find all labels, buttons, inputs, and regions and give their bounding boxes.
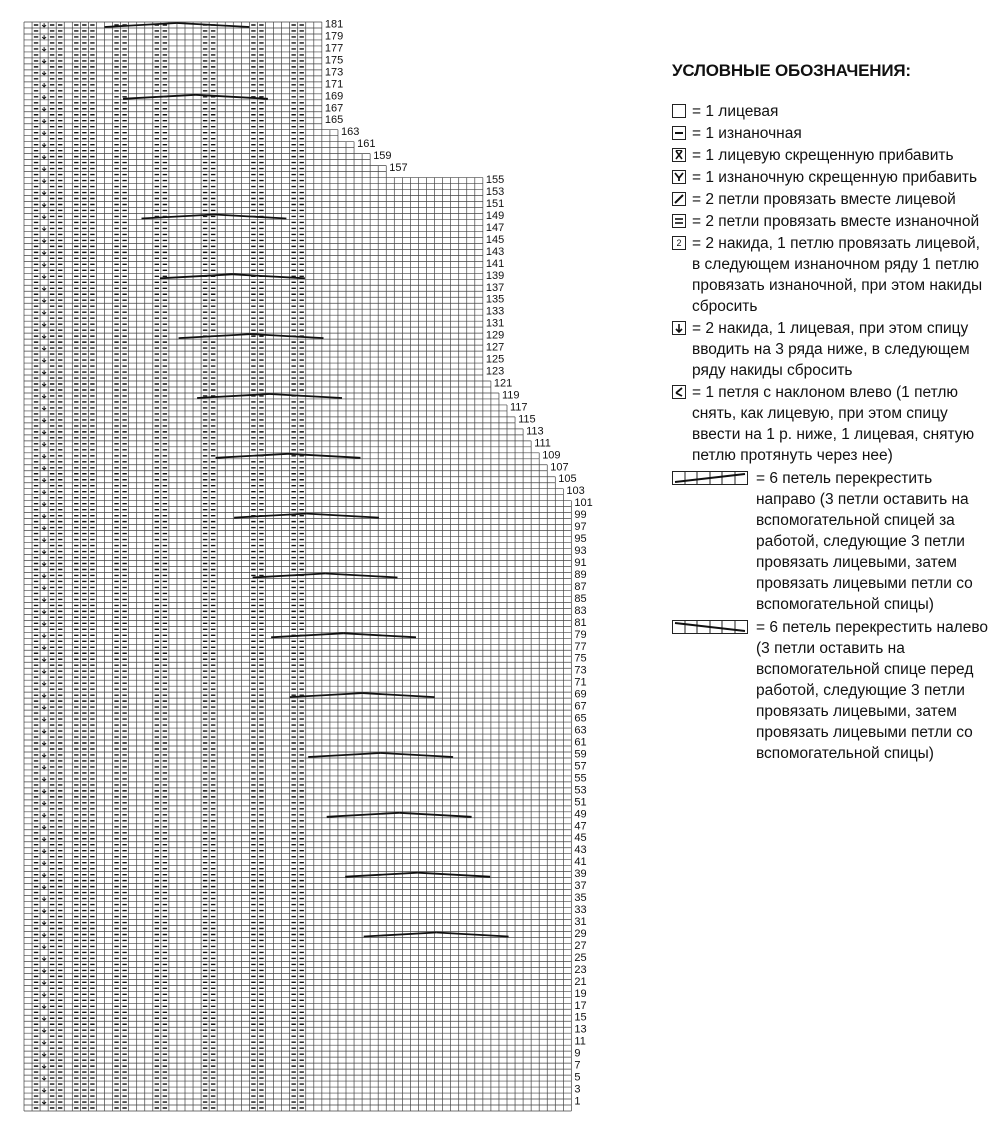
row-number: 173 bbox=[324, 66, 344, 79]
row-number: 93 bbox=[574, 545, 587, 557]
double-yo-icon: 2 bbox=[672, 236, 686, 250]
legend-text: = 1 лицевую скрещенную прибавить bbox=[692, 147, 954, 164]
row-number: 71 bbox=[574, 676, 587, 689]
row-number: 175 bbox=[324, 54, 344, 67]
row-number: 89 bbox=[574, 569, 587, 581]
row-number: 99 bbox=[574, 509, 587, 522]
cable-line bbox=[177, 23, 250, 27]
row-number: 85 bbox=[574, 592, 587, 605]
row-number: 111 bbox=[534, 437, 551, 450]
row-number: 133 bbox=[485, 305, 505, 318]
k2tog-icon bbox=[672, 192, 686, 206]
legend-title: УСЛОВНЫЕ ОБОЗНАЧЕНИЯ: bbox=[672, 61, 911, 80]
legend-item-k2tog bbox=[672, 189, 990, 210]
legend-text: = 1 изнаночная bbox=[692, 125, 802, 142]
cable-line bbox=[364, 933, 437, 937]
legend-text: = 1 лицевая bbox=[692, 103, 779, 120]
row-number: 7 bbox=[574, 1059, 581, 1072]
legend-item-double-yo bbox=[672, 233, 990, 317]
cable-line bbox=[271, 633, 344, 637]
row-number: 121 bbox=[493, 377, 513, 390]
row-number: 33 bbox=[574, 904, 587, 916]
row-number: 39 bbox=[574, 868, 587, 881]
cable-line bbox=[307, 514, 379, 518]
row-number: 29 bbox=[574, 928, 587, 940]
p2tog-icon bbox=[672, 214, 686, 228]
row-number: 47 bbox=[574, 820, 587, 833]
cable-line bbox=[325, 574, 397, 578]
row-number: 87 bbox=[574, 580, 587, 593]
cable-line bbox=[308, 753, 380, 757]
row-number: 167 bbox=[324, 102, 344, 115]
row-number: 113 bbox=[526, 425, 544, 438]
drop-down-icon bbox=[672, 321, 686, 335]
row-number: 5 bbox=[574, 1071, 581, 1084]
row-number: 27 bbox=[574, 939, 587, 952]
cable-line bbox=[362, 693, 435, 697]
row-number: 123 bbox=[485, 365, 505, 378]
row-number: 17 bbox=[574, 999, 587, 1012]
legend-text: = 6 петель перекрестить налево (3 петли оставить на вспомогательной спице перед работой, следующие 3 петли провязать лицевыми, затем провязать лицевыми петли со вспомогательной спицы) bbox=[756, 619, 989, 762]
twisted-purl-increase-icon bbox=[672, 170, 686, 184]
row-number: 107 bbox=[550, 461, 569, 474]
cable-line bbox=[160, 274, 233, 278]
row-number: 75 bbox=[574, 652, 587, 665]
cable-line bbox=[381, 753, 454, 757]
cable-line bbox=[216, 454, 288, 458]
row-number: 21 bbox=[574, 975, 587, 988]
cable-left-icon bbox=[672, 620, 748, 634]
row-number: 177 bbox=[324, 42, 344, 55]
row-number: 61 bbox=[574, 736, 587, 749]
row-number: 9 bbox=[574, 1047, 581, 1060]
row-number: 155 bbox=[485, 174, 505, 187]
row-number: 79 bbox=[574, 628, 587, 641]
cable-line bbox=[288, 454, 361, 458]
drop-stitch-marks bbox=[42, 23, 46, 1104]
row-number: 43 bbox=[574, 844, 587, 857]
cable-line bbox=[345, 873, 417, 877]
row-number: 63 bbox=[574, 724, 587, 737]
cable-line bbox=[399, 813, 472, 817]
row-number: 97 bbox=[574, 521, 587, 534]
row-number: 25 bbox=[574, 951, 587, 964]
cable-line bbox=[179, 334, 251, 338]
row-number: 15 bbox=[574, 1011, 587, 1024]
row-number: 163 bbox=[341, 126, 360, 139]
legend-text: = 2 петли провязать вместе лицевой bbox=[692, 191, 956, 208]
left-slant-icon bbox=[672, 385, 686, 399]
row-number: 141 bbox=[485, 257, 505, 270]
legend-text: = 6 петель перекрестить направо (3 петли оставить на вспомогательной спицей за работой, следующие 3 петли провязать лицевыми, затем провязать лицевыми петли со вспомогательной спицы) bbox=[756, 470, 973, 613]
legend-text: = 2 накида, 1 петлю провязать лицевой, в следующем изнаночном ряду 1 петлю провязать изнаночной, при этом накиды сбросить bbox=[692, 235, 983, 315]
row-number: 165 bbox=[324, 114, 344, 127]
purl-icon bbox=[672, 126, 686, 140]
legend-item-p2tog bbox=[672, 211, 990, 232]
row-number: 83 bbox=[574, 604, 587, 617]
row-number: 149 bbox=[485, 210, 505, 222]
row-number: 23 bbox=[574, 963, 587, 976]
legend-item-drop-down bbox=[672, 318, 990, 381]
row-number: 109 bbox=[542, 449, 561, 462]
legend-item-twisted-purl-increase bbox=[672, 167, 990, 188]
row-number: 81 bbox=[574, 616, 587, 629]
row-number: 119 bbox=[502, 389, 520, 402]
row-number: 135 bbox=[485, 293, 505, 306]
legend bbox=[672, 60, 990, 765]
row-number: 77 bbox=[574, 640, 587, 653]
row-number: 73 bbox=[574, 664, 587, 677]
row-number: 103 bbox=[566, 485, 585, 498]
row-number: 49 bbox=[574, 808, 587, 821]
row-number: 67 bbox=[574, 700, 587, 713]
legend-item-cable-left bbox=[672, 617, 990, 764]
twisted-knit-increase-icon bbox=[672, 148, 686, 162]
row-number: 159 bbox=[373, 150, 392, 163]
row-number: 125 bbox=[485, 353, 505, 366]
legend-text: = 1 изнаночную скрещенную прибавить bbox=[692, 169, 978, 186]
row-number: 127 bbox=[485, 341, 505, 354]
row-number: 131 bbox=[485, 317, 505, 330]
row-number: 19 bbox=[574, 987, 587, 1000]
row-number: 151 bbox=[485, 198, 505, 210]
legend-item-left-slant bbox=[672, 382, 990, 466]
legend-text: = 1 петля с наклоном влево (1 петлю снять, как лицевую, при этом спицу ввести на 1 р. ниже, 1 лицевая, снятую петлю протянуть через нее) bbox=[692, 384, 975, 464]
row-number: 153 bbox=[485, 186, 505, 198]
row-number: 45 bbox=[574, 832, 587, 845]
row-number: 35 bbox=[574, 892, 587, 905]
row-number: 181 bbox=[324, 18, 344, 31]
row-number: 161 bbox=[357, 138, 376, 151]
row-number: 41 bbox=[574, 856, 587, 869]
cable-right-icon bbox=[672, 471, 748, 485]
row-number: 171 bbox=[324, 78, 344, 91]
row-number: 117 bbox=[510, 401, 528, 414]
legend-item-cable-right bbox=[672, 468, 990, 615]
legend-text: = 2 накида, 1 лицевая, при этом спицу вводить на 3 ряда ниже, в следующем ряду накиды сбросить bbox=[692, 320, 970, 379]
row-number: 37 bbox=[574, 880, 587, 893]
row-number: 105 bbox=[558, 473, 577, 486]
cable-line bbox=[327, 813, 399, 817]
row-number: 3 bbox=[574, 1083, 581, 1096]
row-number: 115 bbox=[518, 413, 536, 426]
row-number: 13 bbox=[574, 1023, 587, 1036]
row-number: 147 bbox=[485, 221, 505, 234]
row-number: 139 bbox=[485, 269, 505, 282]
row-number: 51 bbox=[574, 796, 587, 809]
legend-text: = 2 петли провязать вместе изнаночной bbox=[692, 213, 980, 230]
knit-icon bbox=[672, 104, 686, 118]
row-number: 1 bbox=[574, 1095, 581, 1108]
row-number: 59 bbox=[574, 748, 587, 761]
cable-line bbox=[418, 873, 491, 877]
cable-line bbox=[344, 633, 416, 637]
row-number: 143 bbox=[485, 245, 505, 258]
row-number: 95 bbox=[574, 533, 587, 546]
row-number: 129 bbox=[485, 329, 505, 342]
legend-item-twisted-knit-increase bbox=[672, 145, 990, 166]
row-number: 145 bbox=[485, 233, 505, 246]
row-number: 31 bbox=[574, 916, 587, 928]
row-number: 53 bbox=[574, 784, 587, 797]
legend-item-purl bbox=[672, 123, 990, 144]
row-number: 65 bbox=[574, 712, 587, 725]
cable-line bbox=[123, 95, 196, 99]
cable-line bbox=[436, 933, 508, 937]
row-number: 157 bbox=[389, 162, 408, 175]
row-number: 137 bbox=[485, 281, 505, 294]
legend-item-knit bbox=[672, 101, 990, 122]
row-number: 57 bbox=[574, 760, 587, 773]
row-number: 179 bbox=[324, 30, 344, 43]
row-number: 55 bbox=[574, 772, 587, 785]
row-number: 11 bbox=[574, 1035, 586, 1048]
row-number: 169 bbox=[324, 90, 344, 103]
row-number: 69 bbox=[574, 688, 587, 701]
cable-line bbox=[214, 215, 286, 219]
row-number: 91 bbox=[574, 557, 587, 569]
row-number: 101 bbox=[574, 497, 593, 510]
